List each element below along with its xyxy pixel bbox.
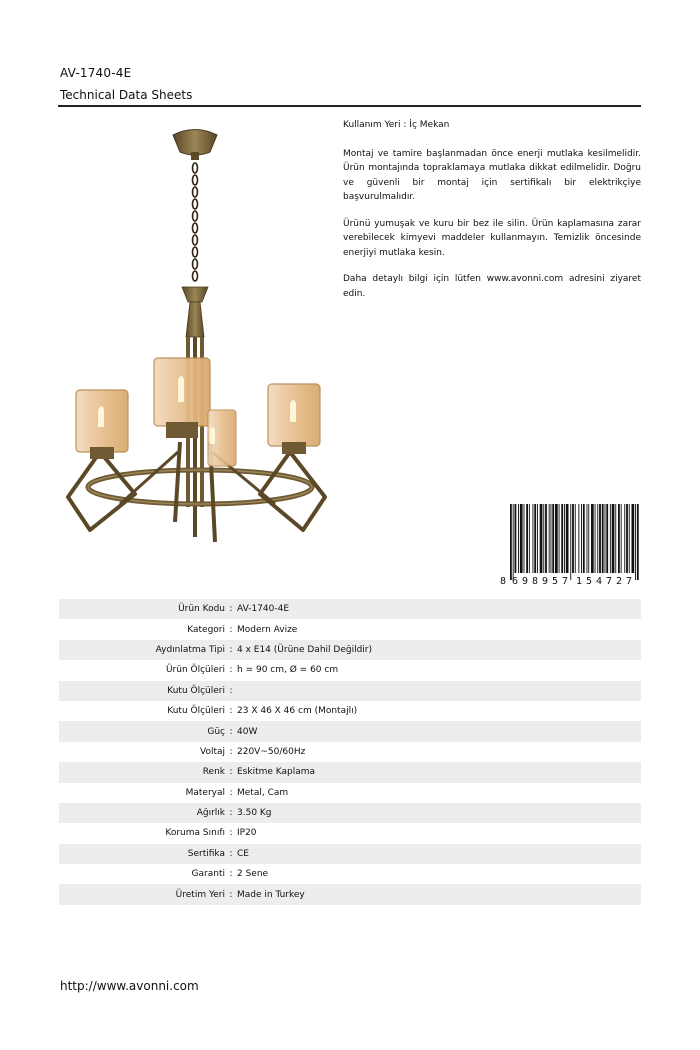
- spec-row: [59, 844, 641, 864]
- spec-value: 2 Sene: [237, 869, 269, 880]
- spec-label: Üretim Yeri: [59, 884, 227, 904]
- spec-label: Garanti: [191, 869, 225, 880]
- spec-separator: :: [229, 706, 233, 717]
- spec-row: [59, 701, 641, 721]
- spec-row: [59, 884, 641, 904]
- chandelier-product-image: [60, 122, 335, 552]
- spec-label: Ağırlık: [59, 803, 227, 823]
- spec-separator: :: [227, 721, 235, 741]
- spec-separator: :: [227, 884, 235, 904]
- spec-separator: :: [227, 844, 235, 864]
- barcode-digits-left: 698957: [512, 576, 568, 586]
- barcode-bars: [510, 504, 639, 580]
- spec-label: Güç: [59, 721, 227, 741]
- spec-value: Eskitme Kaplama: [235, 762, 641, 782]
- barcode-digit-first: 8: [500, 576, 507, 586]
- spec-label: Koruma Sınıfı: [165, 828, 225, 839]
- spec-separator: :: [227, 762, 235, 782]
- spec-label: Voltaj: [199, 746, 225, 757]
- spec-label: Ürün Ölçüleri: [165, 665, 225, 676]
- spec-row: [59, 762, 641, 782]
- spec-row: [59, 681, 641, 701]
- spec-value: h = 90 cm, Ø = 60 cm: [237, 665, 339, 676]
- spec-value: Metal, Cam: [237, 787, 289, 798]
- spec-label: Aydınlatma Tipi: [59, 640, 227, 660]
- barcode: [500, 504, 640, 586]
- spec-label: Kutu Ölçüleri: [59, 681, 227, 701]
- spec-separator: :: [229, 665, 233, 676]
- barcode-digits-right: 154727: [576, 576, 632, 586]
- spec-label: Kategori: [187, 624, 225, 635]
- spec-row: [59, 864, 641, 884]
- spec-label: Kutu Ölçüleri: [167, 706, 225, 717]
- spec-separator: :: [229, 828, 233, 839]
- spec-value: 4 x E14 (Ürüne Dahil Değildir): [235, 640, 641, 660]
- spec-label: Materyal: [185, 787, 225, 798]
- spec-separator: :: [227, 640, 235, 660]
- spec-label: Sertifika: [59, 844, 227, 864]
- spec-value: CE: [235, 844, 641, 864]
- spec-row: [59, 742, 641, 762]
- spec-value: 3.50 Kg: [235, 803, 641, 823]
- spec-row: [59, 660, 641, 680]
- spec-value: Made in Turkey: [235, 884, 641, 904]
- spec-separator: :: [227, 681, 235, 701]
- spec-row: [59, 640, 641, 660]
- spec-label: Ürün Kodu: [59, 599, 227, 619]
- spec-row: [59, 599, 641, 619]
- cleaning-instructions: Ürünü yumuşak ve kuru bir bez ile silin. Ürün kaplamasına zarar verebilecek kimyevi maddeler kullanmayın. Temizlik öncesinde enerjiyi mutlaka kesin.: [343, 218, 641, 258]
- usage-location: Kullanım Yeri : İç Mekan: [343, 120, 450, 130]
- more-info-note: Daha detaylı bilgi için lütfen www.avonni.com adresini ziyaret edin.: [343, 274, 641, 299]
- model-code: AV-1740-4E: [60, 66, 132, 80]
- spec-separator: :: [227, 599, 235, 619]
- spec-label: Renk: [59, 762, 227, 782]
- spec-value: 40W: [235, 721, 641, 741]
- spec-value: AV-1740-4E: [235, 599, 641, 619]
- installation-warning: Montaj ve tamire başlanmadan önce enerji mutlaka kesilmelidir. Ürün montajında topraklamaya mutlaka dikkat edilmelidir. Doğru ve güvenli bir montaj için sertifikalı bir elektrikçiye başvurulmalıdır.: [343, 148, 641, 202]
- spec-value: 220V~50/60Hz: [237, 746, 306, 757]
- spec-row: [59, 823, 641, 843]
- spec-value: 23 X 46 X 46 cm (Montajlı): [237, 706, 358, 717]
- spec-row: [59, 783, 641, 803]
- spec-row: [59, 721, 641, 741]
- header-divider: [58, 105, 641, 107]
- spec-value: [235, 681, 641, 701]
- spec-table: [59, 599, 641, 905]
- spec-separator: :: [229, 787, 233, 798]
- info-block: [343, 118, 641, 313]
- spec-value: IP20: [237, 828, 257, 839]
- spec-row: [59, 619, 641, 639]
- spec-row: [59, 803, 641, 823]
- spec-separator: :: [229, 746, 233, 757]
- spec-separator: :: [229, 869, 233, 880]
- spec-separator: :: [227, 803, 235, 823]
- spec-separator: :: [229, 624, 233, 635]
- spec-value: Modern Avize: [237, 624, 298, 635]
- sheet-title: Technical Data Sheets: [60, 88, 193, 102]
- footer-url[interactable]: http://www.avonni.com: [60, 979, 199, 993]
